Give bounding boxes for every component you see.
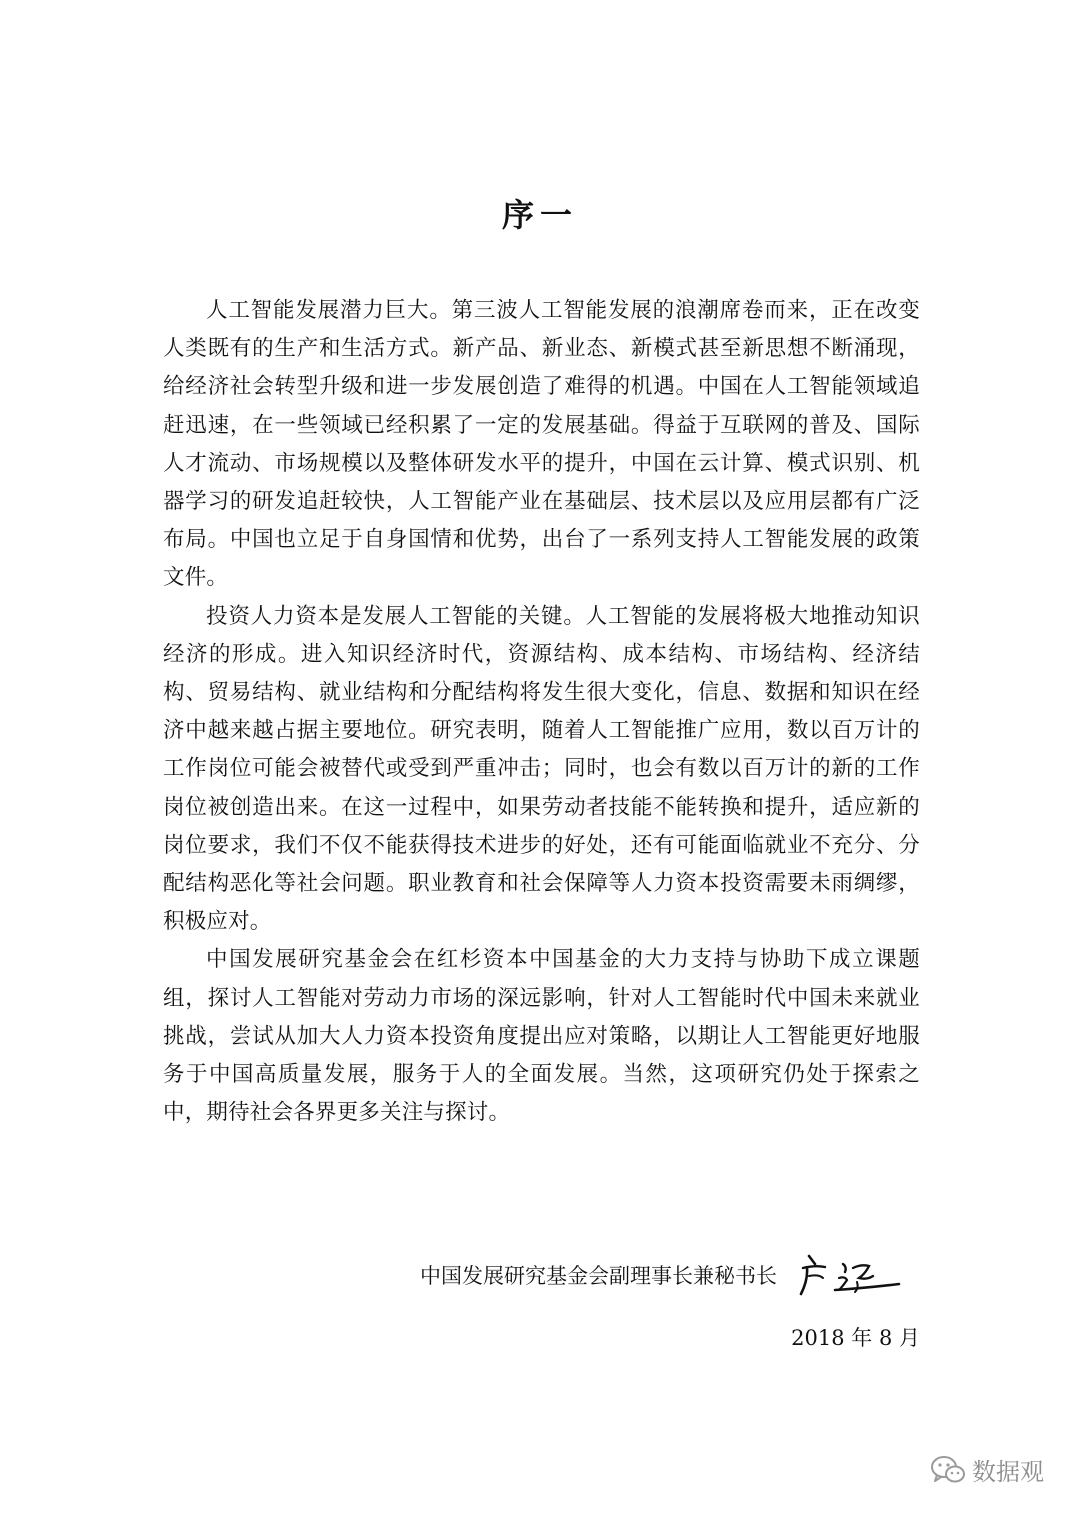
paragraph-1: 人工智能发展潜力巨大。第三波人工智能发展的浪潮席卷而来，正在改变人类既有的生产和生活方式。新产品、新业态、新模式甚至新思想不断涌现，给经济社会转型升级和进一步发展创造了难得的机遇。中国在人工智能领域追赶迅速，在一些领域已经积累了一定的发展基础。得益于互联网的普及、国际人才流动、市场规模以及整体研发水平的提升，中国在云计算、模式识别、机器学习的研发追赶较快，人工智能产业在基础层、技术层以及应用层都有广泛布局。中国也立足于自身国情和优势，出台了一系列支持人工智能发展的政策文件。 xyxy=(163,298,920,591)
body-text xyxy=(163,292,920,1132)
wechat-icon xyxy=(930,1455,966,1485)
watermark-text: 数据观 xyxy=(972,1458,1044,1486)
paragraph-2: 投资人力资本是发展人工智能的关键。人工智能的发展将极大地推动知识经济的形成。进入知识经济时代，资源结构、成本结构、市场结构、经济结构、贸易结构、就业结构和分配结构将发生很大变化，信息、数据和知识在经济中越来越占据主要地位。研究表明，随着人工智能推广应用，数以百万计的工作岗位可能会被替代或受到严重冲击；同时，也会有数以百万计的新的工作岗位被创造出来。在这一过程中，如果劳动者技能不能转换和提升，适应新的岗位要求，我们不仅不能获得技术进步的好处，还有可能面临就业不充分、分配结构恶化等社会问题。职业教育和社会保障等人力资本投资需要未雨绸缪，积极应对。 xyxy=(163,603,920,935)
paragraph-3: 中国发展研究基金会在红杉资本中国基金的大力支持与协助下成立课题组，探讨人工智能对劳动力市场的深远影响，针对人工智能时代中国未来就业挑战，尝试从加大人力资本投资角度提出应对策略，以期让人工智能更好地服务于中国高质量发展，服务于人的全面发展。当然，这项研究仍处于探索之中，期待社会各界更多关注与探讨。 xyxy=(163,947,920,1126)
watermark xyxy=(930,1452,1044,1487)
signer-title: 中国发展研究基金会副理事长兼秘书长 xyxy=(420,1264,777,1288)
handwritten-signature xyxy=(795,1250,905,1300)
signature-line xyxy=(420,1250,940,1300)
date: 2018 年 8 月 xyxy=(791,1326,920,1350)
page-title: 序一 xyxy=(501,196,578,234)
